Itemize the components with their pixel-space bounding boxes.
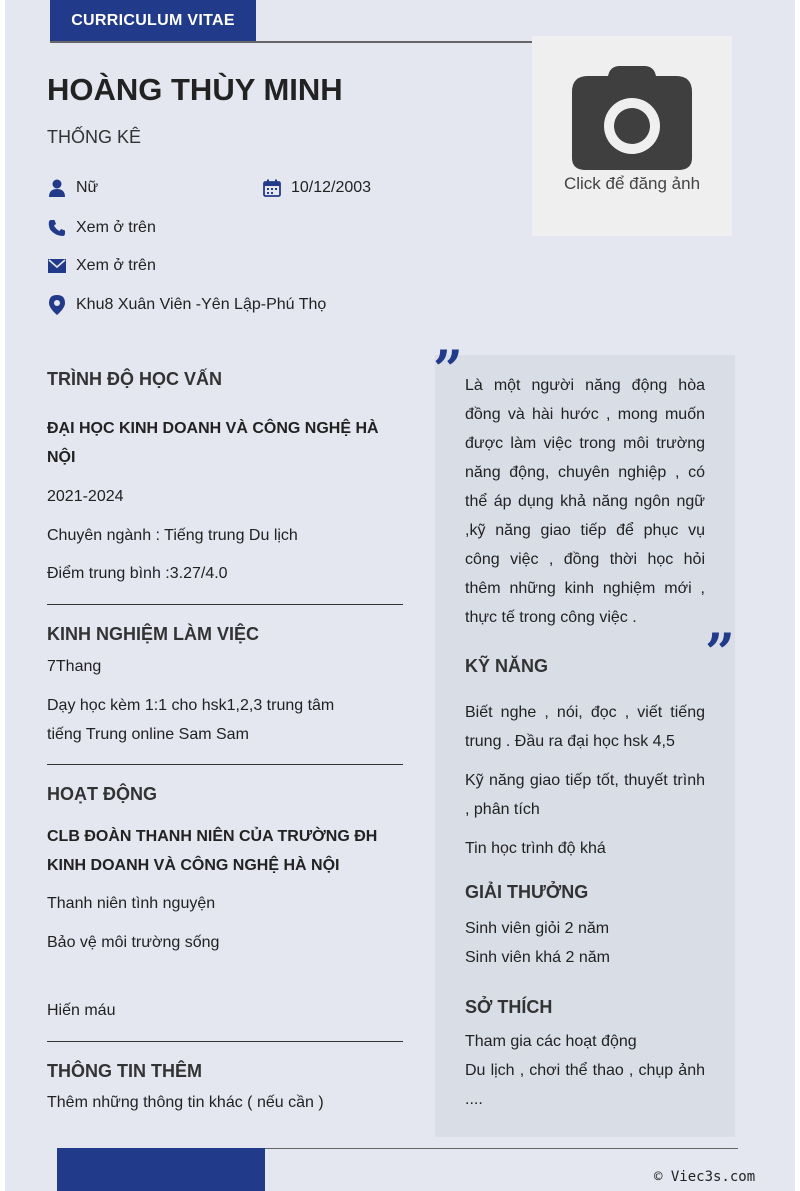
photo-caption: Click để đăng ảnh — [563, 174, 701, 193]
education-major: Chuyên ngành : Tiếng trung Du lịch — [47, 527, 298, 544]
address-value: Khu8 Xuân Viên -Yên Lập-Phú Thọ — [76, 296, 327, 313]
phone-row — [47, 218, 156, 238]
experience-duration: 7Thang — [47, 658, 102, 675]
birthday-row — [262, 178, 371, 198]
address-row — [47, 295, 326, 315]
quote-open-icon: ” — [433, 340, 463, 401]
copyright: © Viec3s.com — [654, 1169, 756, 1185]
email-value: Xem ở trên — [76, 257, 156, 274]
divider — [47, 1041, 403, 1042]
awards-title: GIẢI THƯỞNG — [465, 882, 589, 902]
hobby-item: Tham gia các hoạt động — [465, 1033, 637, 1050]
birthday-value: 10/12/2003 — [291, 179, 372, 196]
award-item: Sinh viên khá 2 năm — [465, 949, 610, 966]
envelope-icon — [47, 256, 67, 276]
photo-upload[interactable] — [532, 36, 732, 236]
divider — [47, 764, 403, 765]
camera-icon — [572, 66, 692, 170]
activities-title: HOẠT ĐỘNG — [47, 784, 157, 804]
skills-title: KỸ NĂNG — [465, 656, 549, 676]
email-row — [47, 256, 156, 276]
skill-item: Tin học trình độ khá — [465, 840, 606, 857]
gender-value: Nữ — [76, 179, 99, 196]
activity-item: Thanh niên tình nguyện — [47, 895, 216, 912]
activity-item: Hiến máu — [47, 1002, 116, 1019]
gender-row — [47, 178, 98, 198]
additional-text: Thêm những thông tin khác ( nếu cần ) — [47, 1094, 324, 1111]
job-position: THỐNG KÊ — [47, 127, 142, 147]
skill-item: Kỹ năng giao tiếp tốt, thuyết trình , phân tích — [465, 772, 705, 818]
school-name: ĐẠI HỌC KINH DOANH VÀ CÔNG NGHỆ HÀ NỘI — [47, 420, 379, 466]
phone-icon — [47, 218, 67, 238]
additional-title: THÔNG TIN THÊM — [47, 1061, 202, 1081]
header-divider — [50, 41, 534, 43]
phone-value: Xem ở trên — [76, 219, 156, 236]
map-pin-icon — [47, 295, 67, 315]
award-item: Sinh viên giỏi 2 năm — [465, 920, 610, 937]
divider — [47, 604, 403, 605]
education-title: TRÌNH ĐỘ HỌC VẤN — [47, 369, 222, 389]
quote-close-icon: ” — [705, 623, 735, 684]
hobby-item: Du lịch , chơi thể thao , chụp ảnh .... — [465, 1062, 705, 1108]
hobbies-title: SỞ THÍCH — [465, 997, 553, 1017]
footer-tab — [57, 1148, 265, 1191]
cv-header-tab: CURRICULUM VITAE — [50, 0, 256, 42]
activity-item: Bảo vệ môi trường sống — [47, 934, 220, 951]
person-icon — [47, 178, 67, 198]
objective-text: Là một người năng động hòa đồng và hài hước , mong muốn được làm việc trong môi trường năng động, chuyên nghiệp , có thể áp dụng khả năng ngôn ngữ ,kỹ năng giao tiếp để phục vụ công việc , đồng thời học hỏi thêm những kinh nghiệm mới , thực tế trong công việc . — [465, 377, 705, 626]
education-gpa: Điểm trung bình :3.27/4.0 — [47, 565, 228, 582]
experience-title: KINH NGHIỆM LÀM VIỆC — [47, 624, 260, 644]
activity-org: CLB ĐOÀN THANH NIÊN CỦA TRƯỜNG ĐH KINH DOANH VÀ CÔNG NGHỆ HÀ NỘI — [47, 828, 378, 874]
calendar-icon — [262, 178, 282, 198]
full-name: HOÀNG THÙY MINH — [47, 72, 343, 107]
experience-detail: Dạy học kèm 1:1 cho hsk1,2,3 trung tâm tiếng Trung online Sam Sam — [47, 697, 335, 743]
education-years: 2021-2024 — [47, 488, 124, 505]
skill-item: Biết nghe , nói, đọc , viết tiếng trung . Đầu ra đại học hsk 4,5 — [465, 704, 705, 750]
